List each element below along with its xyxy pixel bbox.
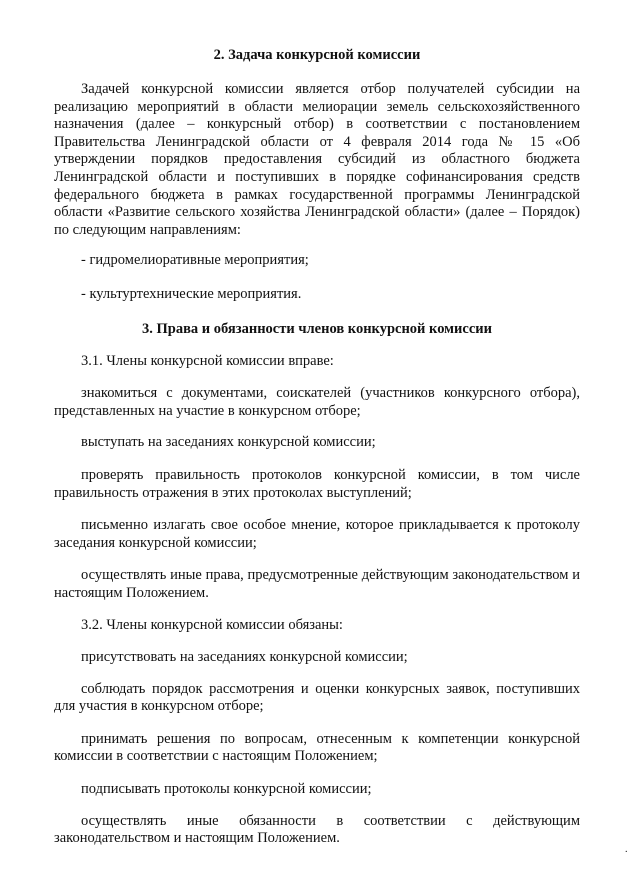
paragraph-right-documents: знакомиться с документами, соискателей (участников конкурсного отбора), представленных на участие в конкурсном отборе;: [54, 385, 580, 419]
paragraph-duty-attend: присутствовать на заседаниях конкурсной комиссии;: [81, 649, 408, 666]
stray-mark: .: [625, 844, 628, 855]
list-item-culture: - культуртехнические мероприятия.: [81, 285, 302, 302]
paragraph-3-1: 3.1. Члены конкурсной комиссии вправе:: [81, 352, 334, 369]
document-body: [54, 46, 580, 848]
paragraph-duty-other: осуществлять иные обязанности в соответствии с действующим законодательством и настоящим Положением.: [54, 812, 580, 847]
paragraph-duty-order: соблюдать порядок рассмотрения и оценки конкурсных заявок, поступивших для участия в конкурсном отборе;: [54, 680, 580, 715]
paragraph-duty-decide: принимать решения по вопросам, отнесенным к компетенции конкурсной комиссии в соответствии с настоящим Положением;: [54, 730, 580, 765]
list-item-hydro: - гидромелиоративные мероприятия;: [81, 252, 309, 269]
paragraph-right-opinion: письменно излагать свое особое мнение, которое прикладывается к протоколу заседания конкурсной комиссии;: [54, 517, 580, 551]
paragraph-right-speak: выступать на заседаниях конкурсной комиссии;: [81, 434, 376, 451]
paragraph-task: Задачей конкурсной комиссии является отбор получателей субсидии на реализацию мероприятий в области мелиорации земель сельскохозяйственного назначения (далее – конкурсный отбор) в соответствии с постановлением Правительства Ленинградской области от 4 февраля 2014 года № 15 «Об утверждении порядков предоставления субсидий из областного бюджета Ленинградской области и поступивших в порядке софинансирования средств федерального бюджета в рамках государственной программы Ленинградской области «Развитие сельского хозяйства Ленинградской области» (далее – Порядок) по следующим направлениям:: [54, 81, 580, 238]
paragraph-duty-sign: подписывать протоколы конкурсной комиссии;: [81, 781, 372, 798]
section-heading-3: 3. Права и обязанности членов конкурсной комиссии: [142, 320, 492, 337]
paragraph-right-other: осуществлять иные права, предусмотренные действующим законодательством и настоящим Положением.: [54, 567, 580, 601]
paragraph-right-check: проверять правильность протоколов конкурсной комиссии, в том числе правильность отражения в этих протоколах выступлений;: [54, 466, 580, 501]
paragraph-3-2: 3.2. Члены конкурсной комиссии обязаны:: [81, 617, 343, 634]
section-heading-2: 2. Задача конкурсной комиссии: [213, 47, 421, 63]
